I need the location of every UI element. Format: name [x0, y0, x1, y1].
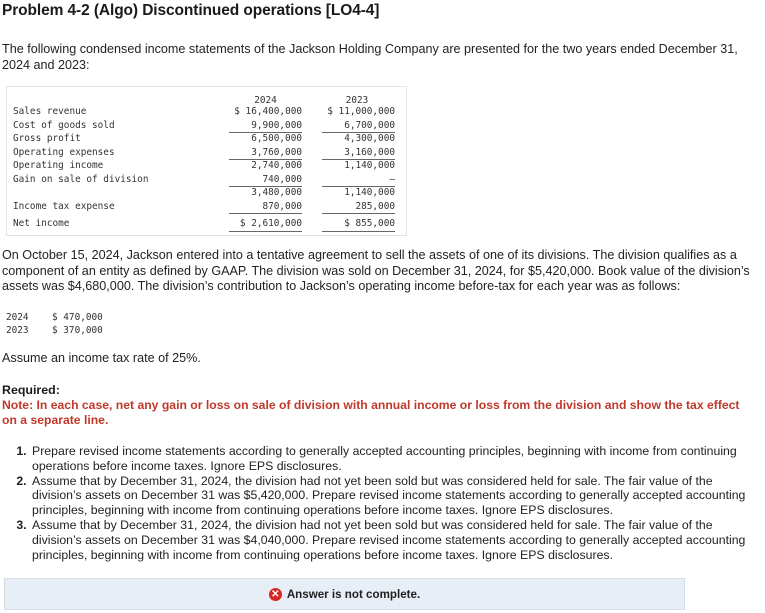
contribution-year: 2024 — [6, 312, 29, 323]
cell-2023: 6,700,000 — [344, 120, 395, 131]
cell-2023: 3,160,000 — [344, 147, 395, 158]
double-underline — [229, 231, 302, 232]
cell-2023: 1,140,000 — [344, 160, 395, 171]
cell-2024: 3,480,000 — [251, 187, 302, 198]
row-label: Gross profit — [13, 133, 81, 144]
cell-2023: $ 11,000,000 — [327, 106, 395, 117]
cell-2023: 285,000 — [355, 201, 395, 212]
problem-title: Problem 4-2 (Algo) Discontinued operations [LO4-4] — [2, 2, 380, 19]
underline — [322, 213, 395, 214]
required-label: Required: — [2, 383, 60, 397]
row-label: Sales revenue — [13, 106, 87, 117]
requirement-item: 3. Assume that by December 31, 2024, the division had not yet been sold but was considered held for sale. The fair value of the division’s assets on December 31 was $4,040,000. Prepare revised income statements according to generally accepted accounting principles, beginning with income from continuing operations before income taxes. Ignore EPS disclosures. — [30, 518, 755, 562]
tax-rate-text: Assume an income tax rate of 25%. — [2, 351, 201, 365]
cell-2024: 870,000 — [262, 201, 302, 212]
row-label: Operating income — [13, 160, 104, 171]
contribution-amount: $ 470,000 — [52, 312, 103, 323]
cell-2023: $ 855,000 — [344, 218, 395, 229]
cell-2024: 740,000 — [262, 174, 302, 185]
answer-status-bar — [4, 578, 685, 610]
row-label: Cost of goods sold — [13, 120, 115, 131]
cell-2024: $ 2,610,000 — [239, 218, 302, 229]
row-label: Operating expenses — [13, 147, 115, 158]
row-label: Net income — [13, 218, 70, 229]
double-underline — [322, 231, 395, 232]
requirement-item: 1. Prepare revised income statements according to generally accepted accounting principles, beginning with income from continuing operations before income taxes. Ignore EPS disclosures. — [30, 444, 755, 474]
cell-2024: 2,740,000 — [251, 160, 302, 171]
cell-2024: 9,900,000 — [251, 120, 302, 131]
header-2023: 2023 — [345, 95, 369, 106]
cell-2024: $ 16,400,000 — [234, 106, 302, 117]
underline — [229, 213, 302, 214]
note-text: Note: In each case, net any gain or loss on sale of division with annual income or loss from the division and show the tax effect on a separate line. — [2, 398, 740, 427]
contribution-year: 2023 — [6, 325, 29, 336]
contribution-amount: $ 370,000 — [52, 325, 103, 336]
header-2024: 2024 — [254, 95, 277, 106]
income-statement-table — [6, 86, 407, 236]
cell-2023: 4,300,000 — [344, 133, 395, 144]
row-label: Gain on sale of division — [13, 174, 149, 185]
row-label: Income tax expense — [13, 201, 115, 212]
answer-status-text: Answer is not complete. — [286, 587, 421, 601]
requirement-item: 2. Assume that by December 31, 2024, the division had not yet been sold but was considered held for sale. The fair value of the division’s assets on December 31 was $5,420,000. Prepare revised income statements according to generally accepted accounting principles, beginning with income from continuing operations before income taxes. Ignore EPS disclosures. — [30, 474, 755, 518]
agreement-text: On October 15, 2024, Jackson entered into a tentative agreement to sell the assets of one of its divisions. The division qualifies as a component of an entity as defined by GAAP. The division was sold on December 31, 2024, for $5,420,000. Book value of the division’s assets was $4,680,000. The division’s contribution to Jackson’s operating income before-tax for each year was as follows: — [2, 248, 750, 293]
error-x-icon: ✕ — [269, 588, 282, 601]
requirements-list — [18, 444, 755, 562]
cell-2024: 6,500,000 — [251, 133, 302, 144]
cell-2024: 3,760,000 — [251, 147, 302, 158]
intro-text: The following condensed income statements of the Jackson Holding Company are presented for the two years ended December 31, 2024 and 2023: — [2, 42, 738, 72]
cell-2023: – — [389, 174, 395, 185]
cell-2023: 1,140,000 — [344, 187, 395, 198]
